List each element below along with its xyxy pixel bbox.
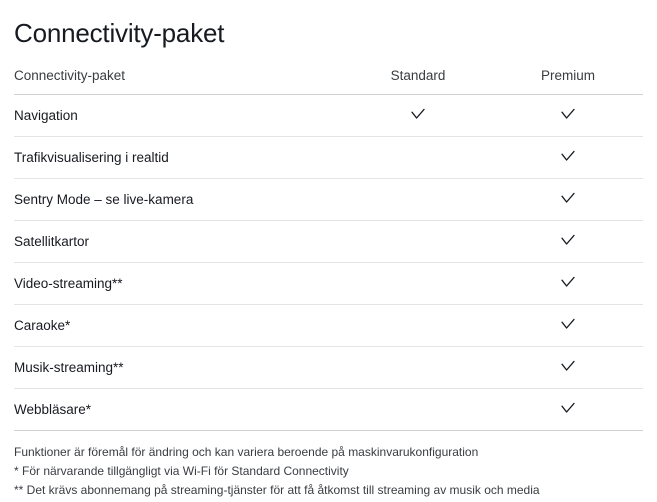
table-row xyxy=(14,137,643,179)
table-header-row xyxy=(14,68,643,95)
check-icon xyxy=(560,232,576,248)
premium-cell xyxy=(493,95,643,137)
standard-cell xyxy=(343,221,493,263)
check-icon xyxy=(410,106,426,122)
column-header-premium: Premium xyxy=(493,68,643,95)
check-icon xyxy=(560,274,576,290)
standard-cell xyxy=(343,305,493,347)
table-row xyxy=(14,347,643,389)
feature-label: Satellitkartor xyxy=(14,221,343,263)
connectivity-comparison-table xyxy=(14,68,643,431)
standard-cell xyxy=(343,137,493,179)
standard-cell xyxy=(343,263,493,305)
check-icon xyxy=(560,190,576,206)
premium-cell xyxy=(493,137,643,179)
check-icon xyxy=(560,148,576,164)
footnote-general: Funktioner är föremål för ändring och kan variera beroende på maskinvarukonfiguration xyxy=(14,445,479,459)
premium-cell xyxy=(493,263,643,305)
table-row xyxy=(14,179,643,221)
feature-label: Caraoke* xyxy=(14,305,343,347)
check-icon xyxy=(560,316,576,332)
premium-cell xyxy=(493,347,643,389)
feature-label: Navigation xyxy=(14,95,343,137)
check-icon xyxy=(560,358,576,374)
connectivity-package-page xyxy=(0,16,657,502)
column-header-standard: Standard xyxy=(343,68,493,95)
feature-label: Webbläsare* xyxy=(14,389,343,431)
check-icon xyxy=(560,106,576,122)
premium-cell xyxy=(493,389,643,431)
premium-cell xyxy=(493,179,643,221)
table-header xyxy=(14,68,643,95)
footnote-double-asterisk: ** Det krävs abonnemang på streaming-tjänster för att få åtkomst till streaming av musik och media xyxy=(14,483,540,497)
column-header-feature: Connectivity-paket xyxy=(14,68,343,95)
standard-cell xyxy=(343,179,493,221)
check-icon xyxy=(560,400,576,416)
feature-label: Sentry Mode – se live-kamera xyxy=(14,179,343,221)
table-row xyxy=(14,389,643,431)
standard-cell xyxy=(343,95,493,137)
feature-label: Musik-streaming** xyxy=(14,347,343,389)
premium-cell xyxy=(493,305,643,347)
feature-label: Video-streaming** xyxy=(14,263,343,305)
table-row xyxy=(14,95,643,137)
standard-cell xyxy=(343,347,493,389)
feature-label: Trafikvisualisering i realtid xyxy=(14,137,343,179)
table-row xyxy=(14,221,643,263)
page-title: Connectivity-paket xyxy=(14,18,225,48)
table-row xyxy=(14,305,643,347)
footnotes xyxy=(14,443,643,500)
table-row xyxy=(14,263,643,305)
table-body xyxy=(14,95,643,431)
standard-cell xyxy=(343,389,493,431)
premium-cell xyxy=(493,221,643,263)
footnote-single-asterisk: * För närvarande tillgängligt via Wi-Fi för Standard Connectivity xyxy=(14,464,349,478)
